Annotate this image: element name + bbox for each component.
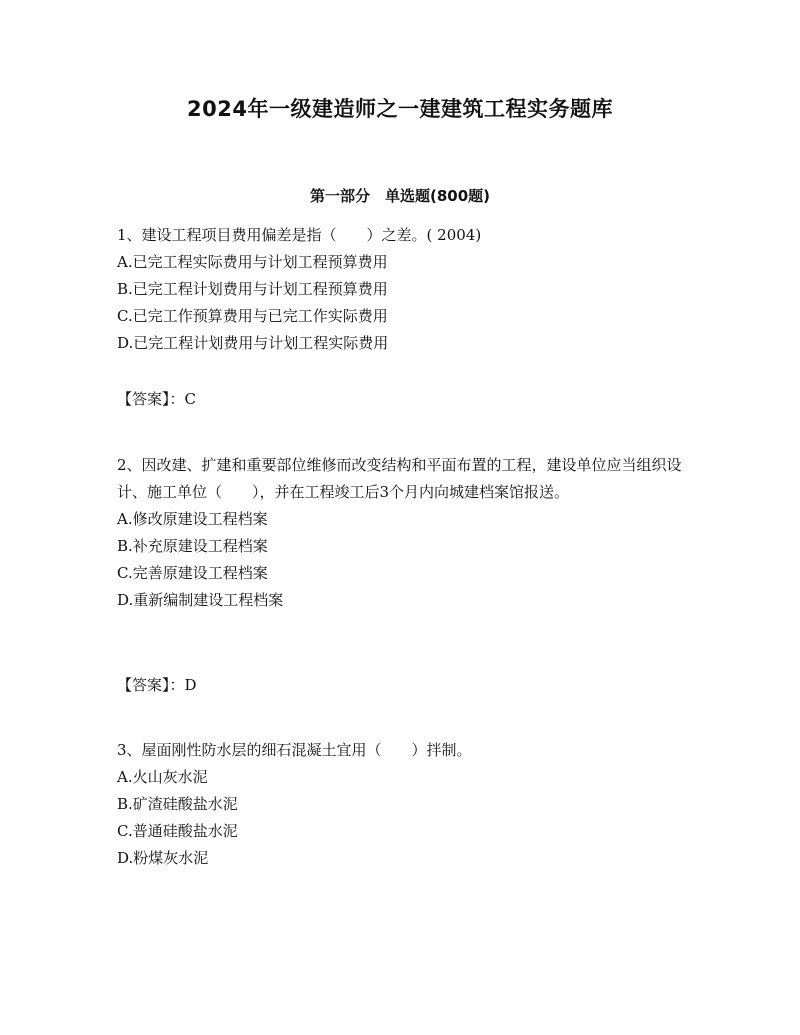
document-title: 2024年一级建造师之一建建筑工程实务题库 — [187, 97, 613, 121]
option-a: A.已完工程实际费用与计划工程预算费用 — [117, 253, 388, 271]
question-stem: 1、建设工程项目费用偏差是指（ ）之差。( 2004) — [117, 226, 482, 244]
question-stem: 2、因改建、扩建和重要部位维修而改变结构和平面布置的工程，建设单位应当组织设计、施工单位（ ），并在工程竣工后3个月内向城建档案馆报送。 — [117, 456, 682, 501]
option-a: A.火山灰水泥 — [117, 768, 208, 786]
question-3 — [117, 737, 687, 872]
question-stem: 3、屋面刚性防水层的细石混凝土宜用（ ）拌制。 — [117, 741, 472, 759]
question-1 — [117, 222, 687, 357]
answer-2: 【答案】：D — [117, 676, 197, 694]
option-b: B.补充原建设工程档案 — [117, 537, 268, 555]
option-b: B.已完工程计划费用与计划工程预算费用 — [117, 280, 388, 298]
option-d: D.重新编制建设工程档案 — [117, 591, 284, 609]
option-d: D.已完工程计划费用与计划工程实际费用 — [117, 334, 389, 352]
answer-1: 【答案】：C — [117, 390, 196, 408]
option-c: C.普通硅酸盐水泥 — [117, 822, 238, 840]
option-c: C.已完工作预算费用与已完工作实际费用 — [117, 307, 388, 325]
option-c: C.完善原建设工程档案 — [117, 564, 268, 582]
option-a: A.修改原建设工程档案 — [117, 510, 268, 528]
section-title: 第一部分 单选题(800题) — [309, 187, 491, 205]
option-d: D.粉煤灰水泥 — [117, 849, 209, 867]
question-2 — [117, 452, 687, 614]
option-b: B.矿渣硅酸盐水泥 — [117, 795, 238, 813]
